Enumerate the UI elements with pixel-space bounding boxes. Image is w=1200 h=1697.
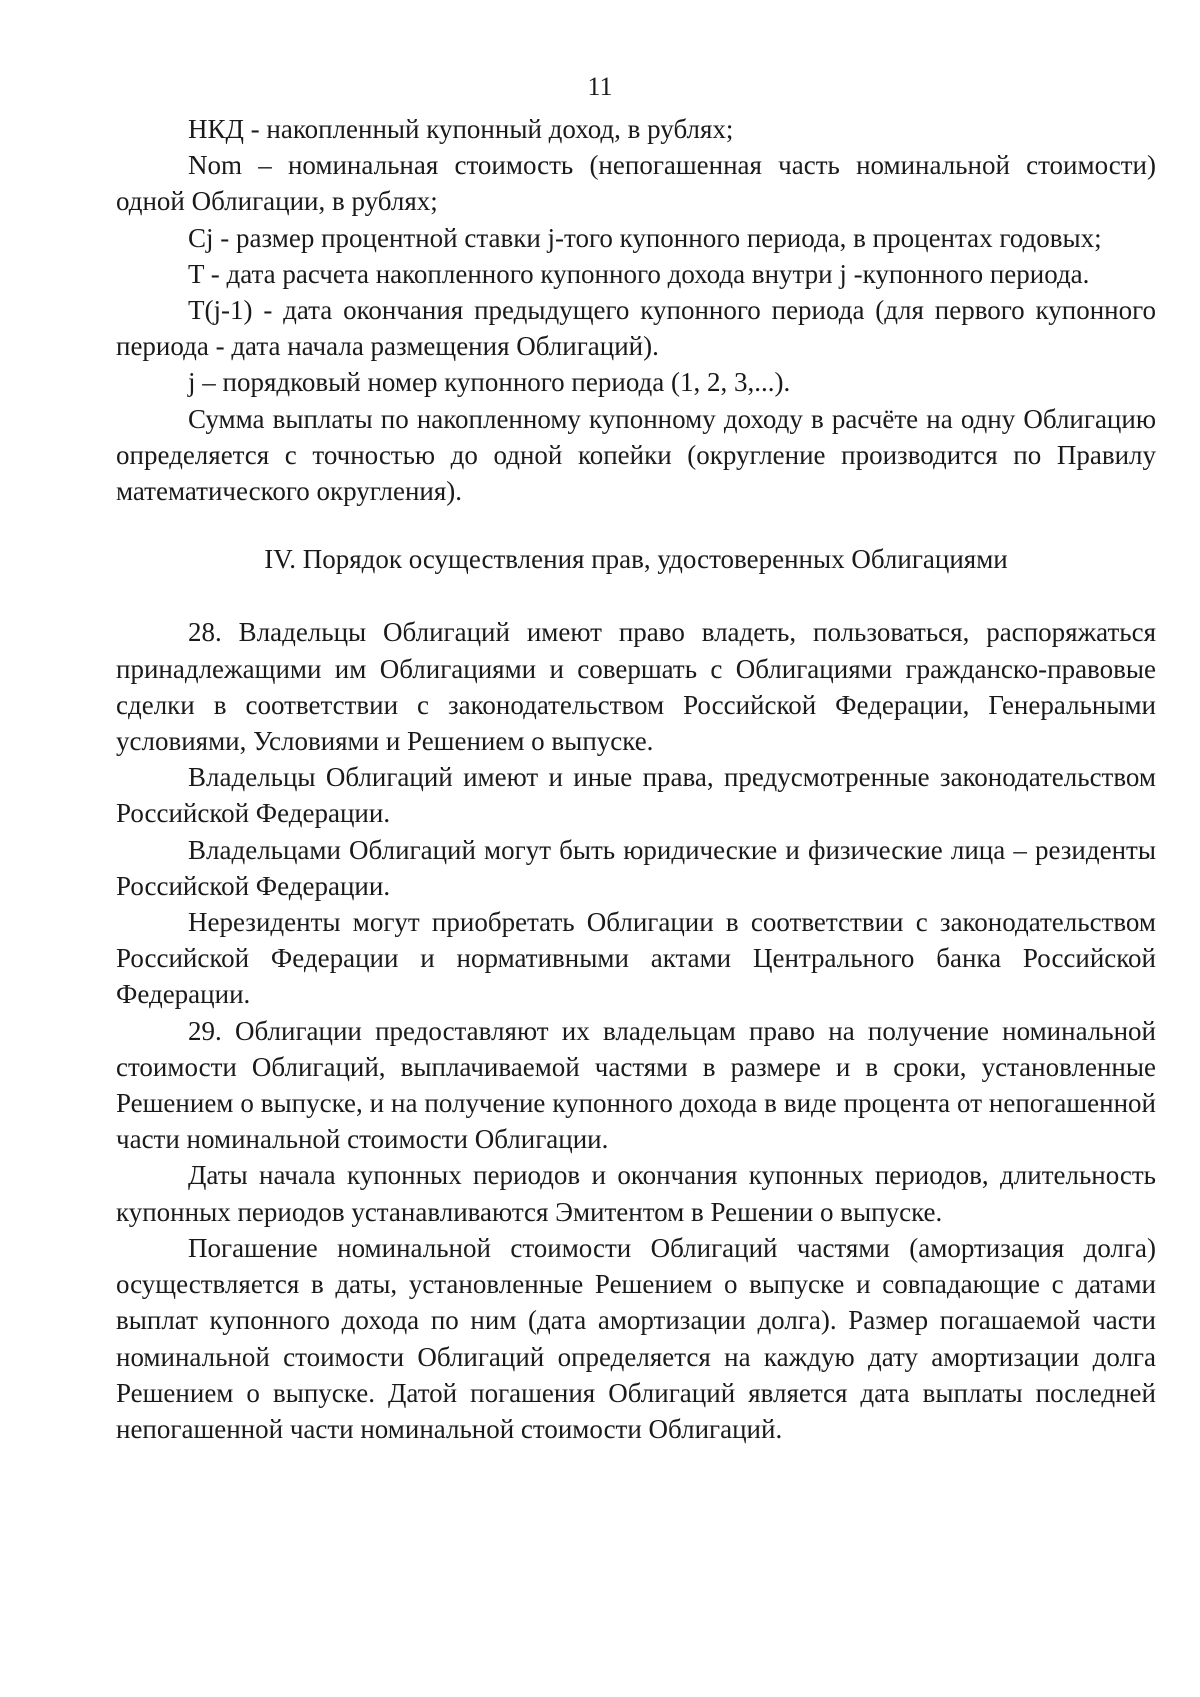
- section-heading: IV. Порядок осуществления прав, удостоверенных Облигациями: [264, 544, 1008, 575]
- document-body: [116, 111, 1156, 1447]
- paragraph-owner-residents: Владельцами Облигаций могут быть юридические и физические лица – резиденты Российской Федерации.: [116, 834, 1156, 901]
- paragraph-owner-rights: Владельцы Облигаций имеют и иные права, предусмотренные законодательством Российской Федерации.: [116, 762, 1156, 829]
- paragraph-nonresidents: Нерезиденты могут приобретать Облигации в соответствии с законодательством Российской Федерации и нормативными актами Центрального банка Российской Федерации.: [116, 907, 1156, 1010]
- payment-rounding-paragraph: Сумма выплаты по накопленному купонному доходу в расчёте на одну Облигацию определяется с точностью до одной копейки (округление производится по Правилу математического округления).: [116, 403, 1156, 507]
- page-number: 11: [587, 72, 613, 101]
- paragraph-28: 28. Владельцы Облигаций имеют право владеть, пользоваться, распоряжаться принадлежащими им Облигациями и совершать с Облигациями гражданско-правовые сделки в соответствии с законодательством Российской Федерации, Генеральными условиями, Условиями и Решением о выпуске.: [116, 617, 1156, 757]
- paragraph-amortization: Погашение номинальной стоимости Облигаций частями (амортизация долга) осуществляется в даты, установленные Решением о выпуске и совпадающие с датами выплат купонного дохода по ним (дата амортизации долга). Размер погашаемой части номинальной стоимости Облигаций определяется на каждую дату амортизации долга Решением о выпуске. Датой погашения Облигаций является дата выплаты последней непогашенной части номинальной стоимости Облигаций.: [116, 1232, 1156, 1444]
- definition-nkd: НКД - накопленный купонный доход, в рублях;: [188, 114, 734, 144]
- definition-nom: Nom – номинальная стоимость (непогашенная часть номинальной стоимости) одной Облигации, в рублях;: [116, 150, 1156, 217]
- definition-j: j – порядковый номер купонного периода (1, 2, 3,...).: [188, 367, 791, 398]
- definition-t: T - дата расчета накопленного купонного дохода внутри j -купонного периода.: [188, 258, 1090, 289]
- paragraph-coupon-periods: Даты начала купонных периодов и окончания купонных периодов, длительность купонных периодов устанавливаются Эмитентом в Решении о выпуске.: [116, 1160, 1156, 1227]
- paragraph-29: 29. Облигации предоставляют их владельцам право на получение номинальной стоимости Облигаций, выплачиваемой частями в размере и в сроки, установленные Решением о выпуске, и на получение купонного дохода в виде процента от непогашенной части номинальной стоимости Облигации.: [116, 1015, 1156, 1155]
- definition-t-prev: T(j-1) - дата окончания предыдущего купонного периода (для первого купонного периода - дата начала размещения Облигаций).: [116, 295, 1156, 362]
- definition-cj: Cj - размер процентной ставки j-того купонного периода, в процентах годовых;: [188, 222, 1102, 253]
